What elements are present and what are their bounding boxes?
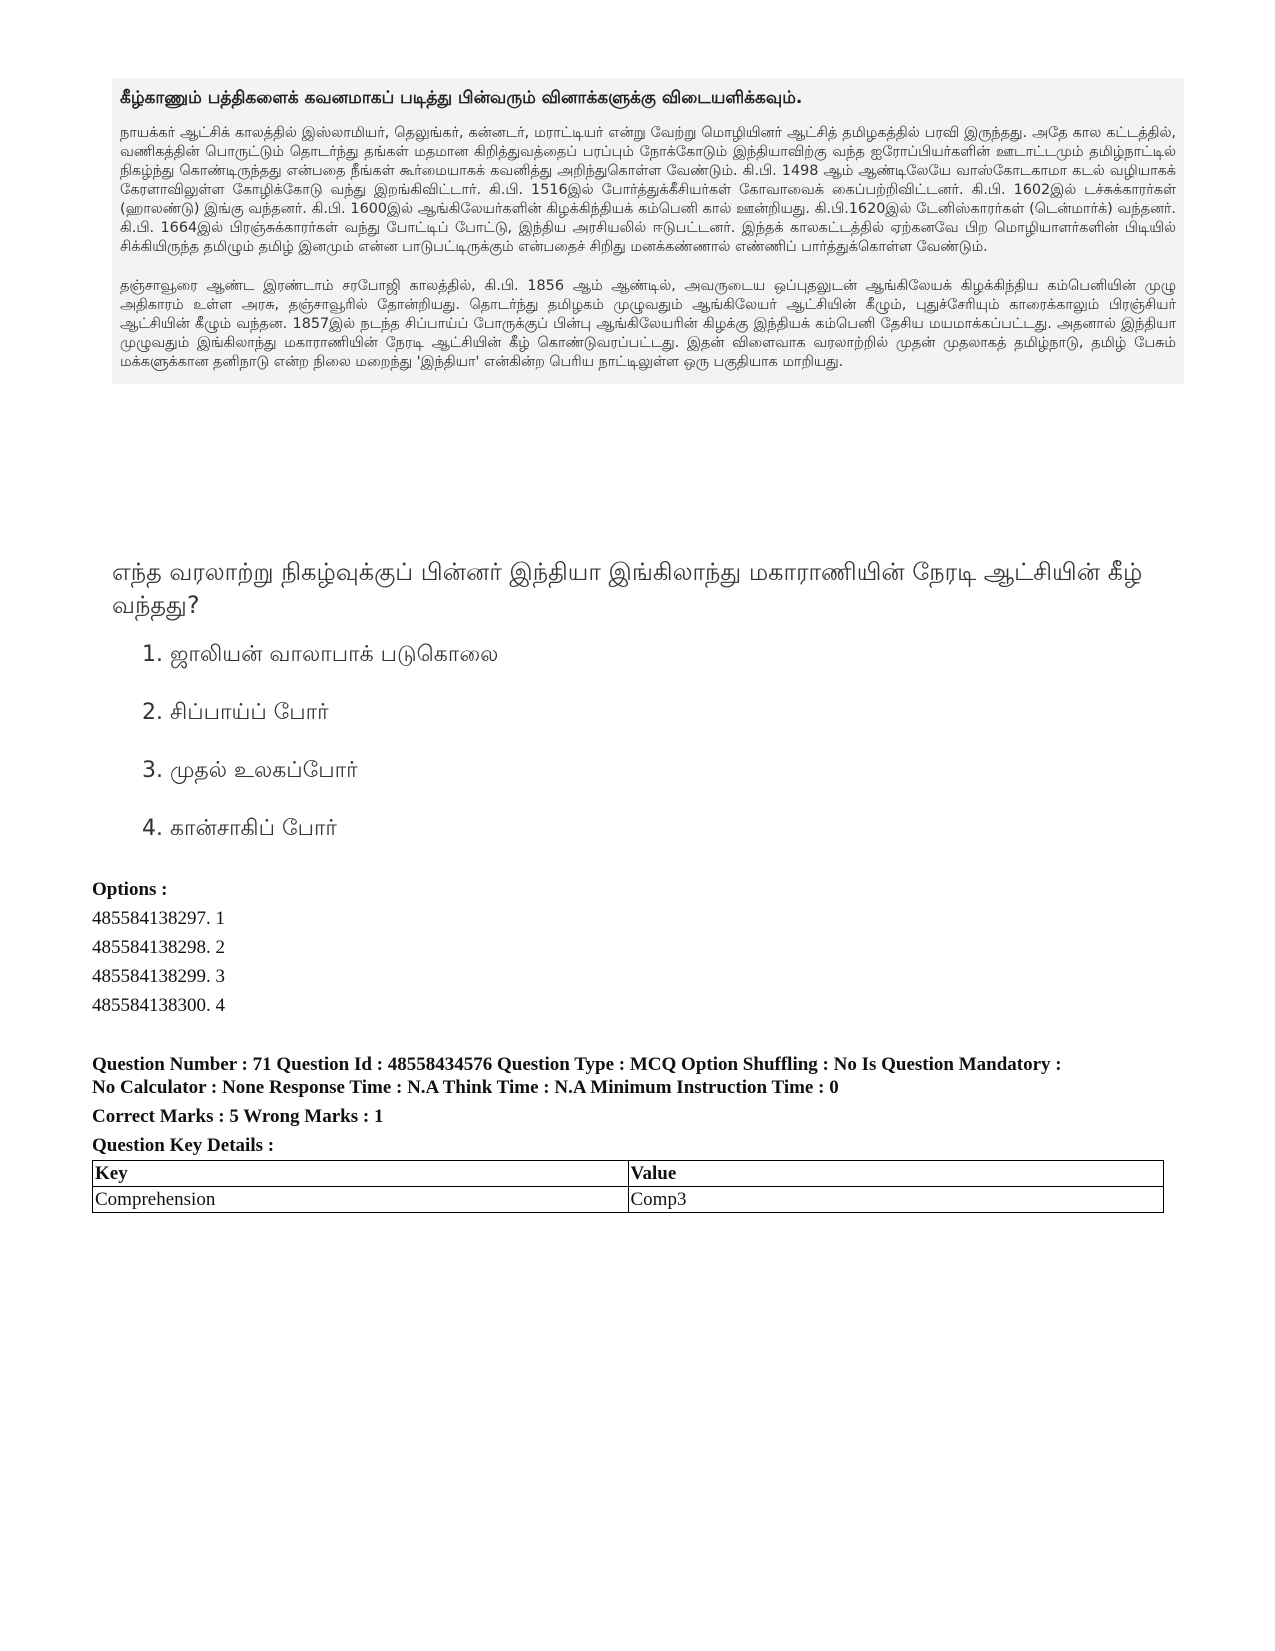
passage-image — [112, 78, 1184, 384]
table-header-row — [93, 1161, 1164, 1187]
passage-heading: கீழ்காணும் பத்திகளைக் கவனமாகப் படித்து பின்வரும் வினாக்களுக்கு விடையளிக்கவும். — [120, 88, 803, 108]
choice-item: 3. முதல் உலகப்போர் — [142, 758, 358, 783]
key-details-label: Question Key Details : — [92, 1135, 275, 1156]
choice-item: 4. கான்சாகிப் போர் — [142, 816, 337, 841]
meta-line-2: No Calculator : None Response Time : N.A Think Time : N.A Minimum Instruction Time : 0 — [92, 1077, 839, 1098]
option-item: 485584138298. 2 — [92, 937, 225, 958]
option-item: 485584138297. 1 — [92, 908, 225, 929]
passage-paragraph-1: நாயக்கர் ஆட்சிக் காலத்தில் இஸ்லாமியர், தெலுங்கர், கன்னடர், மராட்டியர் என்று வேற்று மொழியினர் ஆட்சித் தமிழகத்தில் பரவி இருந்தது. அதே கால கட்டத்தில், வணிகத்தின் பொருட்டும் தொடர்ந்து தங்கள் மதமான கிறித்துவத்தைப் பரப்பும் நோக்கோடும் இந்தியாவிற்கு வந்த ஐரோப்பியர்களின் ஊடாட்டமும் தமிழ்நாட்டில் நிகழ்ந்து கொண்டிருந்தது என்பதை நீங்கள் கூர்மையாகக் கவனித்து அறிந்துகொள்ள வேண்டும். கி.பி. 1498 ஆம் ஆண்டிலேயே வாஸ்கோடகாமா கடல் வழியாகக் கேரளாவிலுள்ள கோழிக்கோடு வந்து இறங்கிவிட்டார். கி.பி. 1516இல் போர்த்துக்கீசியர்கள் கோவாவைக் கைப்பற்றிவிட்டனர். கி.பி. 1602இல் டச்சுக்காரர்கள் (ஹாலண்டு) இங்கு வந்தனர். கி.பி. 1600இல் ஆங்கிலேயர்களின் கிழக்கிந்தியக் கம்பெனி கால் ஊன்றியது. கி.பி.1620இல் டேனிஸ்காரர்கள் (டென்மார்க்) வந்தனர். கி.பி. 1664இல் பிரஞ்சுக்காரர்கள் வந்து போட்டிப் போட்டு, இந்திய அரசியலில் ஈடுபட்டனர். இந்தக் காலகட்டத்தில் ஏற்கனவே பிற மொழியாளர்களின் பிடியில் சிக்கியிருந்த தமிழும் தமிழ் இனமும் என்ன பாடுபட்டிருக்கும் என்பதைச் சிறிது மனக்கண்ணால் எண்ணிப் பார்த்துக்கொள்ள வேண்டும். — [120, 125, 1176, 255]
table-header-key: Key — [93, 1161, 629, 1187]
marks-line: Correct Marks : 5 Wrong Marks : 1 — [92, 1106, 384, 1127]
choice-item: 1. ஜாலியன் வாலாபாக் படுகொலை — [142, 642, 499, 667]
meta-line-1: Question Number : 71 Question Id : 48558434576 Question Type : MCQ Option Shuffling : No Is Question Mandatory : — [92, 1054, 1062, 1075]
key-details-table — [92, 1160, 1164, 1213]
passage-paragraph-2: தஞ்சாவூரை ஆண்ட இரண்டாம் சரபோஜி காலத்தில், கி.பி. 1856 ஆம் ஆண்டில், அவருடைய ஒப்புதலுடன் ஆங்கிலேயக் கிழக்கிந்திய கம்பெனியின் முழு அதிகாரம் உள்ள அரசு, தஞ்சாவூரில் தோன்றியது. தொடர்ந்து தமிழகம் முழுவதும் ஆங்கிலேயர் ஆட்சியின் கீழும், புதுச்சேரியும் காரைக்காலும் பிரஞ்சியர் ஆட்சியின் கீழும் வந்தன. 1857இல் நடந்த சிப்பாய்ப் போருக்குப் பின்பு ஆங்கிலேயரின் கிழக்கு இந்தியக் கம்பெனி தேசிய மயமாக்கப்பட்டது. அதனால் இந்தியா முழுவதும் இங்கிலாந்து மகாராணியின் நேரடி ஆட்சியின் கீழ் கொண்டுவரப்பட்டது. இதன் விளைவாக வரலாற்றில் முதன் முதலாகத் தமிழ்நாடு, தமிழ் பேசும் மக்களுக்கான தனிநாடு என்ற நிலை மறைந்து 'இந்தியா' என்கின்ற பெரிய நாட்டிலுள்ள ஒரு பகுதியாக மாறியது. — [120, 278, 1176, 370]
question-text: எந்த வரலாற்று நிகழ்வுக்குப் பின்னர் இந்தியா இங்கிலாந்து மகாராணியின் நேரடி ஆட்சியின் கீழ் வந்தது? — [112, 558, 1143, 619]
question-image — [112, 556, 1192, 872]
question-meta — [92, 1053, 1202, 1157]
table-cell-key: Comprehension — [93, 1187, 629, 1213]
option-item: 485584138300. 4 — [92, 995, 225, 1016]
option-item: 485584138299. 3 — [92, 966, 225, 987]
table-cell-value: Comp3 — [628, 1187, 1164, 1213]
choice-item: 2. சிப்பாய்ப் போர் — [142, 700, 329, 725]
options-block — [92, 875, 225, 1020]
choice-list — [112, 640, 1192, 844]
options-label: Options : — [92, 879, 168, 900]
table-header-value: Value — [628, 1161, 1164, 1187]
table-row — [93, 1187, 1164, 1213]
